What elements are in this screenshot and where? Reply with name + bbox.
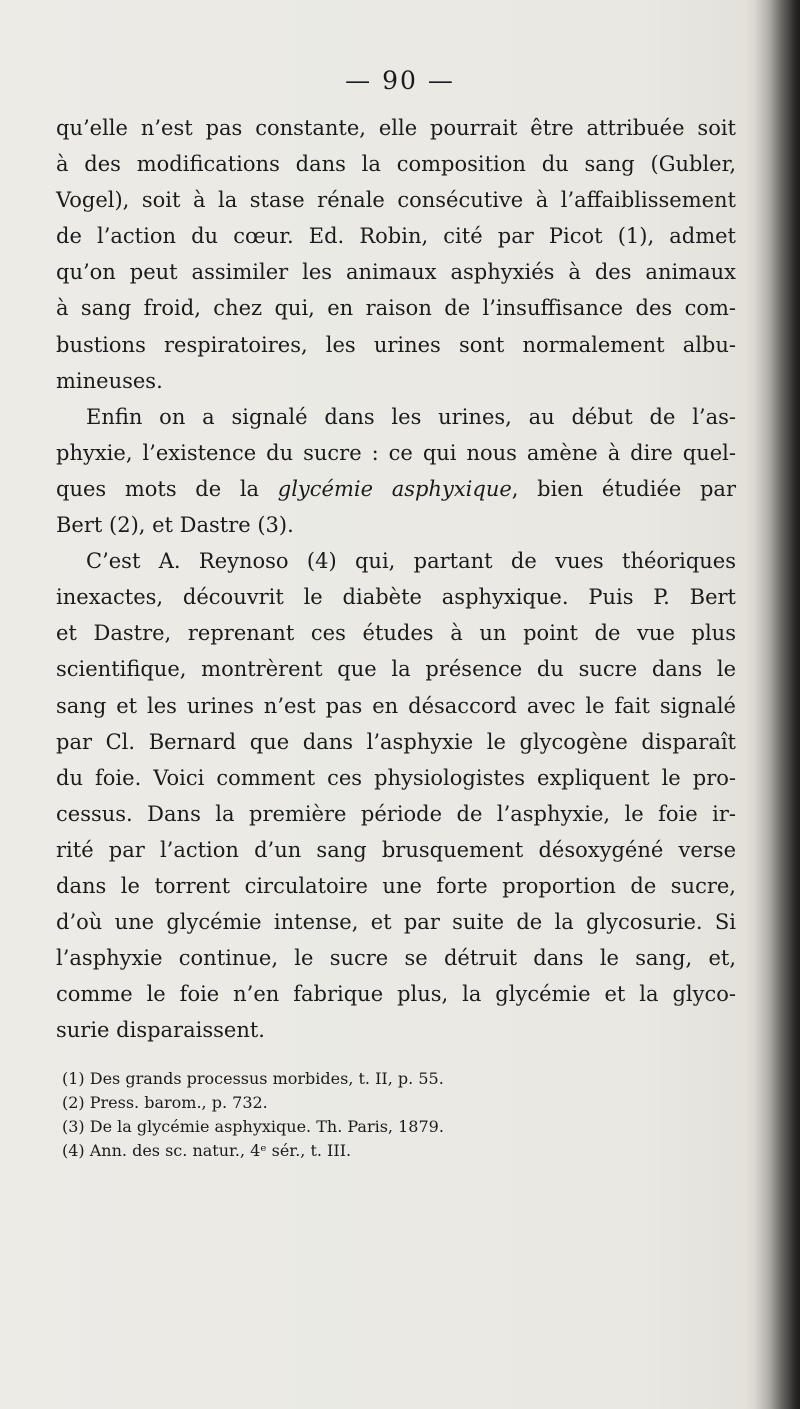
footnote-3: (3) De la glycémie asphyxique. Th. Paris, 1879. — [62, 1117, 444, 1136]
footnote-1: (1) Des grands processus morbides, t. II, p. 55. — [62, 1069, 444, 1088]
footnote-2: (2) Press. barom., p. 732. — [62, 1093, 268, 1112]
text-line: qu’elle n’est pas constante, elle pourrait être attribuée soit — [56, 116, 736, 140]
text-line: Enfin on a signalé dans les urines, au début de l’as- — [86, 404, 736, 429]
text-line: du foie. Voici comment ces physiologistes expliquent le pro- — [56, 765, 736, 790]
text-line: phyxie, l’existence du sucre : ce qui nous amène à dire quel- — [56, 440, 736, 465]
text-line: cessus. Dans la première période de l’asphyxie, le foie ir- — [56, 801, 736, 826]
footnotes — [62, 1067, 722, 1163]
text-line: scientifique, montrèrent que la présence du sucre dans le — [56, 657, 736, 682]
text-line: qu’on peut assimiler les animaux asphyxiés à des animaux — [56, 260, 736, 285]
text-line: dans le torrent circulatoire une forte proportion de sucre, — [56, 873, 736, 898]
text-line: sang et les urines n’est pas en désaccord avec le fait signalé — [56, 693, 736, 718]
text-line: à des modifications dans la composition du sang (Gubler, — [56, 152, 736, 177]
text-line: d’où une glycémie intense, et par suite de la glycosurie. Si — [56, 910, 736, 935]
page-number: — 90 — — [345, 66, 455, 95]
text-line: et Dastre, reprenant ces études à un point de vue plus — [56, 621, 736, 646]
text-line: surie disparaissent. — [56, 1018, 265, 1043]
italic-term: glycémie asphyxique — [277, 476, 512, 501]
text-line: bustions respiratoires, les urines sont normalement albu- — [56, 332, 736, 357]
text-line: à sang froid, chez qui, en raison de l’insuffisance des com- — [56, 296, 736, 321]
text-line: inexactes, découvrit le diabète asphyxique. Puis P. Bert — [56, 585, 736, 610]
text-line: l’asphyxie continue, le sucre se détruit dans le sang, et, — [56, 946, 736, 971]
text-line: C’est A. Reynoso (4) qui, partant de vues théoriques — [86, 549, 736, 574]
text-line: comme le foie n’en fabrique plus, la glycémie et la glyco- — [56, 982, 736, 1007]
page-binding-shadow — [754, 0, 800, 1409]
text-line: de l’action du cœur. Ed. Robin, cité par Picot (1), admet — [56, 224, 736, 249]
text-line: Vogel), soit à la stase rénale consécutive à l’affaiblissement — [56, 188, 736, 213]
text-line: par Cl. Bernard que dans l’asphyxie le glycogène disparaît — [56, 729, 736, 754]
text-line: Bert (2), et Dastre (3). — [56, 513, 294, 538]
footnote-4: (4) Ann. des sc. natur., 4ᵉ sér., t. III. — [62, 1141, 352, 1160]
text-line: ques mots de la glycémie asphyxique, bien étudiée par — [56, 476, 736, 501]
text-line: mineuses. — [56, 368, 163, 393]
text-line: rité par l’action d’un sang brusquement désoxygéné verse — [56, 837, 736, 862]
body-text — [56, 110, 736, 1048]
